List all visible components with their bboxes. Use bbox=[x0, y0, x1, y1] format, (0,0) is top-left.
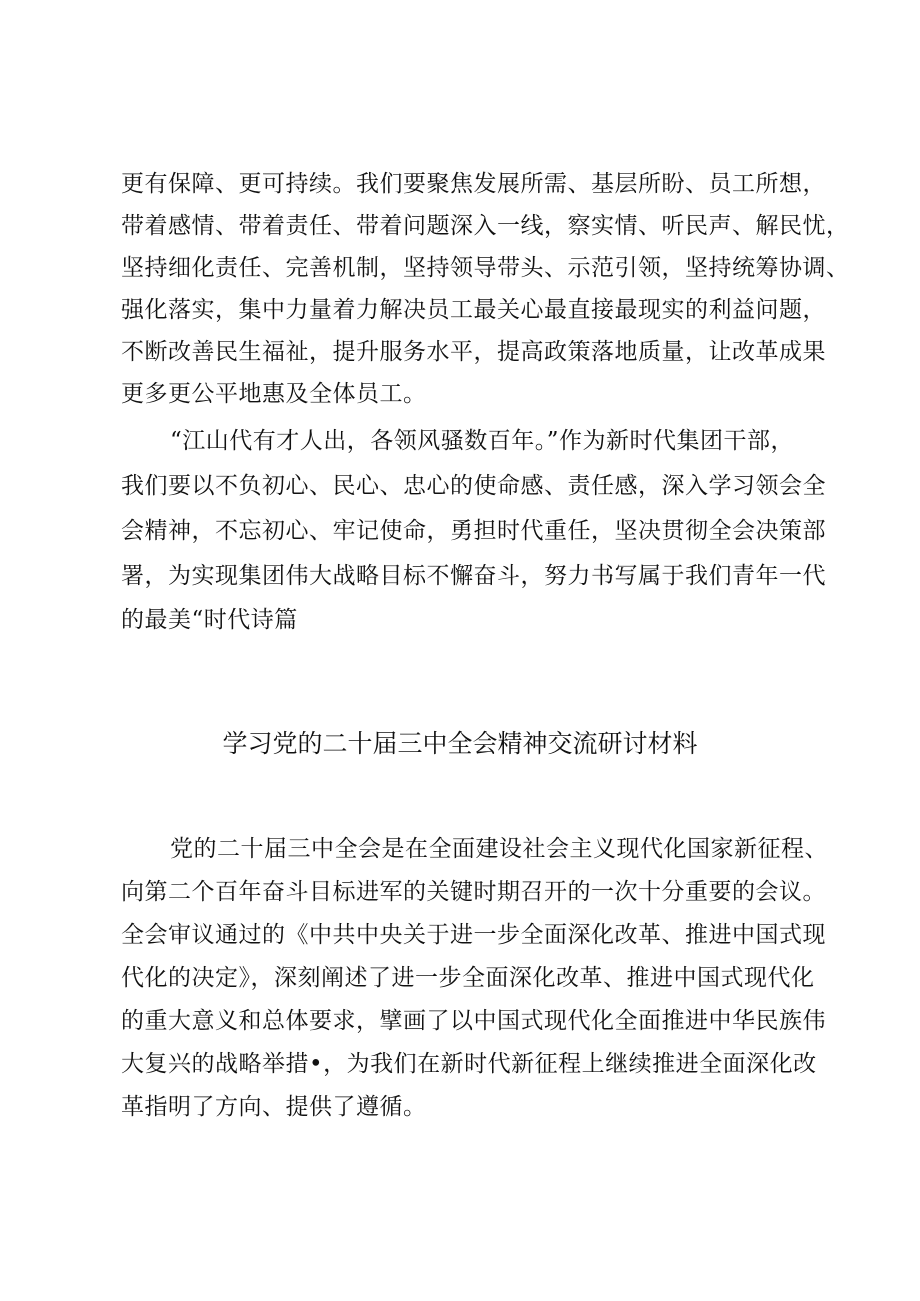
paragraph-line: 更有保障、更可持续。我们要聚焦发展所需、基层所盼、员工所想， bbox=[121, 171, 826, 197]
paragraph-line: 我们要以不负初心、民心、忠心的使命感、责任感，深入学习领会全 bbox=[121, 473, 826, 499]
paragraph-line: 向第二个百年奋斗目标进军的关键时期召开的一次十分重要的会议。 bbox=[121, 879, 826, 905]
paragraph-line: 署，为实现集团伟大战略目标不懈奋斗，努力书写属于我们青年一代 bbox=[121, 563, 826, 589]
paragraph-line: 代化的决定》，深刻阐述了进一步全面深化改革、推进中国式现代化 bbox=[121, 965, 815, 991]
paragraph-line: 全会审议通过的《中共中央关于进一步全面深化改革、推进中国式现 bbox=[121, 922, 826, 948]
paragraph-line: 更多更公平地惠及全体员工。 bbox=[121, 381, 427, 407]
paragraph-line: 带着感情、带着责任、带着问题深入一线，察实情、听民声、解民忧， bbox=[121, 213, 850, 239]
document-title: 学习党的二十届三中全会精神交流研讨材料 bbox=[222, 729, 698, 758]
paragraph-line: “江山代有才人出，各领风骚数百年。”作为新时代集团干部， bbox=[170, 428, 795, 454]
paragraph-line: 的最美“时代诗篇 bbox=[121, 607, 298, 633]
paragraph-line: 党的二十届三中全会是在全面建设社会主义现代化国家新征程、 bbox=[170, 836, 828, 862]
paragraph-line: 坚持细化责任、完善机制，坚持领导带头、示范引领，坚持统筹协调、 bbox=[121, 255, 850, 281]
paragraph-line: 会精神，不忘初心、牢记使命，勇担时代重任，坚决贯彻全会决策部 bbox=[121, 518, 826, 544]
paragraph-line: 不断改善民生福祉，提升服务水平，提高政策落地质量，让改革成果 bbox=[121, 339, 826, 365]
paragraph-line: 的重大意义和总体要求，擘画了以中国式现代化全面推进中华民族伟 bbox=[121, 1008, 826, 1034]
paragraph-line: 革指明了方向、提供了遵循。 bbox=[121, 1094, 427, 1120]
paragraph-line: 强化落实，集中力量着力解决员工最关心最直接最现实的利益问题， bbox=[121, 297, 826, 323]
paragraph-line: 大复兴的战略举措•，为我们在新时代新征程上继续推进全面深化改 bbox=[121, 1051, 817, 1077]
